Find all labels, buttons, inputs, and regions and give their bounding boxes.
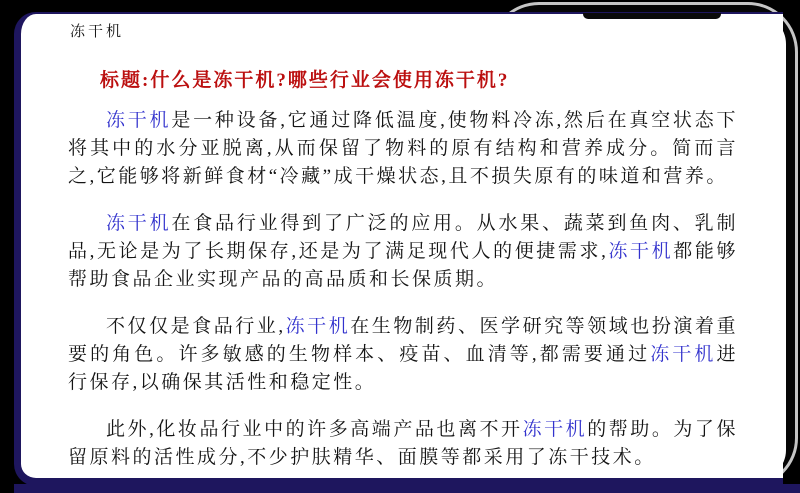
keyword-link[interactable]: 冻干机: [650, 344, 717, 365]
article-heading: 标题:什么是冻干机?哪些行业会使用冻干机?: [100, 70, 510, 91]
paragraph: [68, 107, 738, 191]
body-text-segment: 是一种设备,它通过降低温度,使物料冷冻,然后在真空状态下将其中的水分亚脱离,从而保留了物料的原有结构和营养成分。简而言之,它能够将新鲜食材“冷藏”成干燥状态,且不损失原有的味道和营养。: [68, 110, 738, 187]
keyword-link[interactable]: 冻干机: [285, 316, 351, 337]
document-page: [14, 12, 783, 486]
article-body: [68, 107, 738, 472]
body-text-segment: 此外,化妆品行业中的许多高端产品也离不开: [106, 419, 523, 440]
paragraph: [68, 313, 738, 397]
body-text-segment: 在食品行业得到了广泛的应用。从水果、蔬菜到鱼肉、乳制品,无论是为了长期保存,还是为了满足现代人的便捷需求,: [68, 213, 738, 262]
body-text-segment: 不仅仅是食品行业,: [106, 316, 286, 337]
body-text-segment: 进行保存,以确保其活性和稳定性。: [68, 344, 738, 393]
bezel-bar: [583, 13, 721, 19]
body-text-segment: 的帮助。为了保留原料的活性成分,不少护肤精华、面膜等都采用了冻干技术。: [68, 419, 738, 468]
keyword-link[interactable]: 冻干机: [106, 110, 172, 131]
keyword-link[interactable]: 冻干机: [106, 213, 172, 234]
paragraph: [68, 210, 738, 294]
keyword-link[interactable]: 冻干机: [522, 419, 588, 440]
body-text-segment: 都能够帮助食品企业实现产品的高品质和长保质期。: [68, 241, 738, 290]
body-text-segment: 在生物制药、医学研究等领域也扮演着重要的角色。许多敏感的生物样本、疫苗、血清等,都需要通过: [68, 316, 738, 365]
document-title: 冻干机: [70, 24, 125, 40]
paragraph: [68, 416, 738, 472]
card-bottom-border: [14, 484, 800, 493]
keyword-link[interactable]: 冻干机: [608, 241, 674, 262]
